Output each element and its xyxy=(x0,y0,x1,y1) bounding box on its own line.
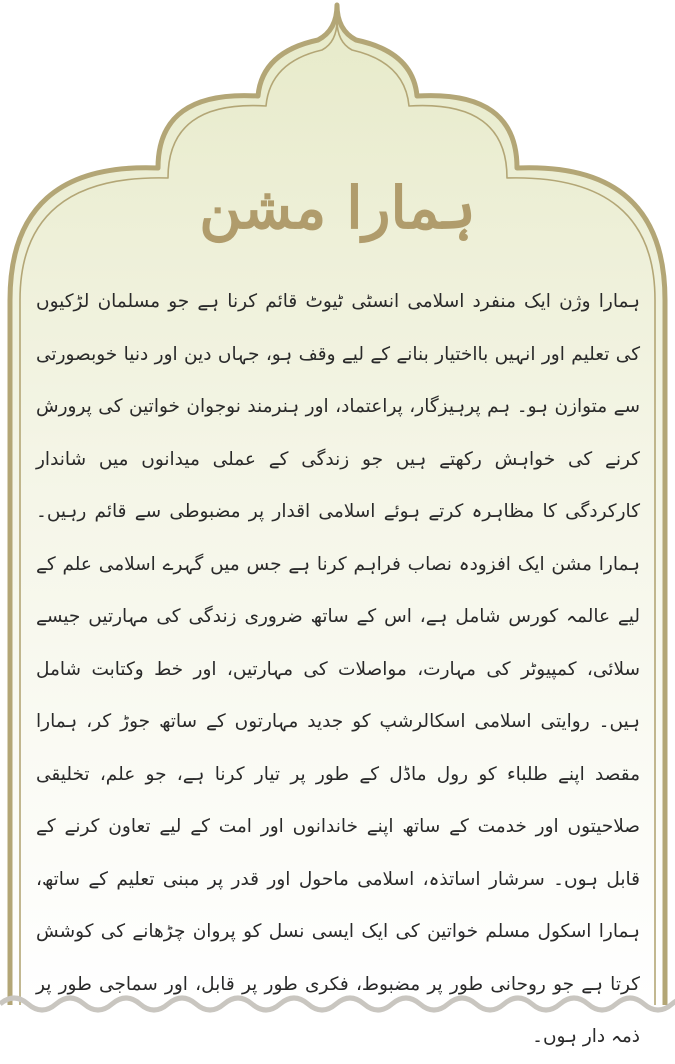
page-title: ہمارا مشن xyxy=(199,174,476,242)
mission-body-text: ہمارا وژن ایک منفرد اسلامی انسٹی ٹیوٹ قائم کرنا ہے جو مسلمان لڑکیوں کی تعلیم اور انہیں بااختیار بنانے کے لیے وقف ہو، جہاں دین اور دنیا خوبصورتی سے متوازن ہو۔ ہم پرہیزگار، پراعتماد، اور ہنرمند نوجوان خواتین کی پرورش کرنے کی خواہش رکھتے ہیں جو زندگی کے عملی میدانوں میں شاندار کارکردگی کا مظاہرہ کرتے ہوئے اسلامی اقدار پر مضبوطی سے قائم رہیں۔ ہمارا مشن ایک افزودہ نصاب فراہم کرنا ہے جس میں گہرے اسلامی علم کے لیے عالمہ کورس شامل ہے، اس کے ساتھ ضروری زندگی کی مہارتیں جیسے سلائی، کمپیوٹر کی مہارت، مواصلات کی مہارتیں، اور خط وکتابت شامل ہیں۔ روایتی اسلامی اسکالرشپ کو جدید مہارتوں کے ساتھ جوڑ کر، ہمارا مقصد اپنے طلباء کو رول ماڈل کے طور پر تیار کرنا ہے، جو علم، تخلیقی صلاحیتوں اور خدمت کے ساتھ اپنے خاندانوں اور امت کے لیے تعاون کرنے کے قابل ہوں۔ سرشار اساتذہ، اسلامی ماحول اور قدر پر مبنی تعلیم کے ساتھ، ہمارا اسکول مسلم خواتین کی ایک ایسی نسل کو پروان چڑھانے کی کوشش کرتا ہے جو روحانی طور پر مضبوط، فکری طور پر قابل، اور سماجی طور پر ذمہ دار ہوں۔ xyxy=(36,291,640,1047)
